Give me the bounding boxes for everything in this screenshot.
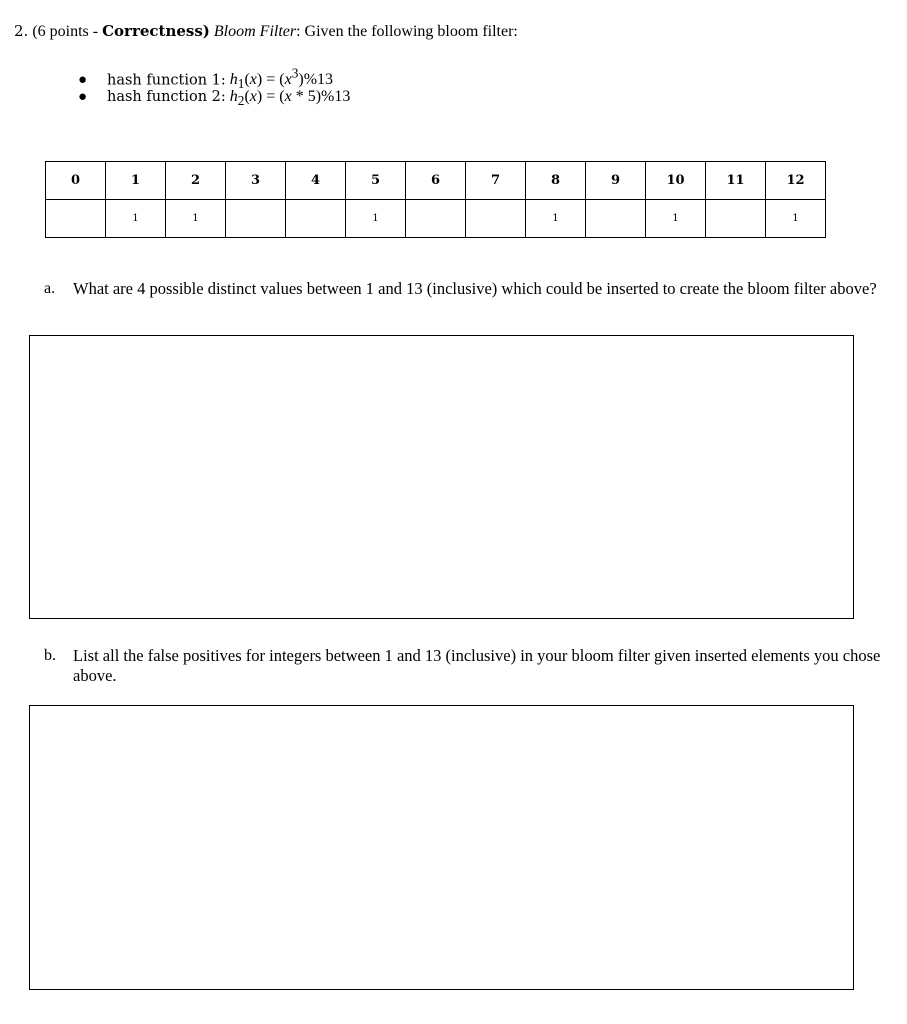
bit-cell: 1 xyxy=(526,200,586,238)
bit-cell: 1 xyxy=(646,200,706,238)
bit-cell xyxy=(286,200,346,238)
question-topic: Bloom Filter xyxy=(213,23,297,40)
index-cell: 12 xyxy=(766,162,826,200)
index-cell: 10 xyxy=(646,162,706,200)
index-cell: 9 xyxy=(586,162,646,200)
hash-function-formula: $h_1(x) = (x^3)\%13$ xyxy=(229,66,334,92)
bullet-icon: ● xyxy=(78,72,88,89)
part-a-answer-box[interactable] xyxy=(29,335,854,619)
part-b-answer-box[interactable] xyxy=(29,705,854,990)
question-points: (6 points xyxy=(32,23,89,40)
index-cell: 11 xyxy=(706,162,766,200)
bit-cell: 1 xyxy=(766,200,826,238)
question-category: Correctness) xyxy=(102,22,210,40)
hash-function-formula: $h_2(x) = (x * 5)\%13$ xyxy=(229,88,351,109)
index-cell: 8 xyxy=(526,162,586,200)
index-cell: 4 xyxy=(286,162,346,200)
bit-cell xyxy=(226,200,286,238)
bit-cell: 1 xyxy=(106,200,166,238)
bullet-icon: ● xyxy=(78,89,88,105)
part-a-question: What are 4 possible distinct values between 1 and 13 (inclusive) which could be inserted to create the bloom filter above? xyxy=(73,279,877,298)
bit-cell xyxy=(406,200,466,238)
question-intro: : Given the following bloom filter: xyxy=(296,23,518,40)
index-cell: 6 xyxy=(406,162,466,200)
bit-cell: 1 xyxy=(166,200,226,238)
index-cell: 7 xyxy=(466,162,526,200)
part-a-letter: a. xyxy=(44,280,56,297)
index-cell: 5 xyxy=(346,162,406,200)
index-cell: 1 xyxy=(106,162,166,200)
hash-function-label: hash function 1: xyxy=(107,72,226,89)
bit-cell: 1 xyxy=(346,200,406,238)
bit-row xyxy=(46,200,826,238)
bit-cell xyxy=(706,200,766,238)
bit-cell xyxy=(586,200,646,238)
hash-function-2 xyxy=(78,88,350,109)
index-cell: 2 xyxy=(166,162,226,200)
index-row xyxy=(46,162,826,200)
index-cell: 0 xyxy=(46,162,106,200)
index-cell: 3 xyxy=(226,162,286,200)
bit-cell xyxy=(46,200,106,238)
question-heading xyxy=(14,22,518,41)
heading-separator: - xyxy=(88,23,103,40)
part-b-letter: b. xyxy=(44,647,56,664)
hash-function-label: hash function 2: xyxy=(107,89,226,105)
bit-cell xyxy=(466,200,526,238)
part-b-question: List all the false positives for integers between 1 and 13 (inclusive) in your bloom filter given inserted elements you chose above. xyxy=(73,646,881,685)
question-number: 2. xyxy=(14,22,29,40)
bloom-filter-table xyxy=(45,161,826,238)
